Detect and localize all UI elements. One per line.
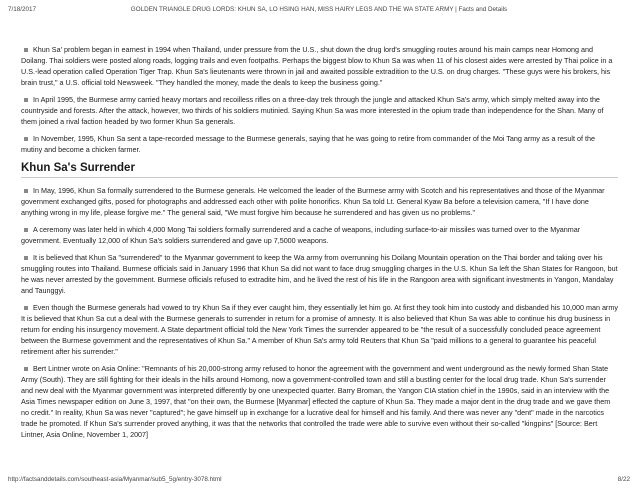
print-date: 7/18/2017 <box>8 6 37 13</box>
paragraph-text: In April 1995, the Burmese army carried heavy mortars and recoilless rifles on a three-day trek through the jungle and attacked Khun Sa's army, which simply melted away into the countryside and forests. After the attack, however, two thirds of his soldiers mutinied. Saying Khun Sa was more interested in the opium trade than independence for the Shan. Many of them joined a rival faction headed by two former Khun Sa generals. <box>21 95 604 126</box>
paragraph <box>21 363 618 440</box>
paragraph-text: A ceremony was later held in which 4,000 Mong Tai soldiers formally surrendered and a cache of weapons, including surface-to-air missiles was turned over to the Myanmar government. Eventually 12,000 of Khun Sa's soldiers surrendered and gave up 7,5000 weapons. <box>21 225 581 245</box>
paragraph <box>21 44 618 88</box>
page-title: GOLDEN TRIANGLE DRUG LORDS: KHUN SA, LO HSING HAN, MISS HAIRY LEGS AND THE WA STATE ARMY | Facts and Details <box>130 6 508 13</box>
page-header <box>8 6 630 16</box>
bullet-icon <box>24 98 28 102</box>
paragraph-text: Even though the Burmese generals had vowed to try Khun Sa if they ever caught him, they essentially let him go. At first they took him into custody and disbanded his 10,000 man army It is believed that Khun Sa cut a deal with the Burmese generals to surrender in return for a promise of amnesty. It is also believed that Khun Sa was able to continue his drug business in return for ending his insurgency movement. A State department official told the New York Times the surrender appeared to be "the result of a successfully concluded peace agreement between the Burmese government and the representatives of Khun Sa." A member of Khun Sa's army told Reuters that Khun Sa "paid millions to a general to guarantee his peaceful retirement after his surrender." <box>21 303 618 356</box>
bullet-icon <box>24 228 28 232</box>
paragraph-text: Bert Lintner wrote on Asia Online: "Remnants of his 20,000-strong army refused to honor the agreement with the government and went underground as the newly formed Shan State Army (South). They are still fighting for their ideals in the hills around Homong, now a government-controlled town and still a bustling center for the local drug trade. Khun Sa's surrender and new deal with the Myanmar government was interpreted differently by one unexpected quarter. Barry Broman, the Yangon CIA station chief in the 1990s, said in an interview with the Asia Times newspaper edition on June 3, 1997, that "on their own, the Burmese [Myanmar] effected the capture of Khun Sa. They made a major dent in the drug trade and we gave them no credit." In reality, Khun Sa was never "captured"; he gave himself up in exchange for a lucrative deal for himself and his family. And there was never any "dent" made in the narcotics trade he promoted. If Khun Sa's surrender proved anything, it was that the networks that controlled the trade were able to survive even without their so-called "kingpins" [Source: Bert Lintner, Asia Online, November 1, 2007] <box>21 364 611 439</box>
bullet-icon <box>24 48 28 52</box>
bullet-icon <box>24 367 28 371</box>
paragraph-text: It is believed that Khun Sa "surrendered" to the Myanmar government to keep the Wa army from overrunning his Doilang Mountain operation on the Thai border and taking over his smuggling routes into Thailand. Burmese officials said in January 1996 that Khun Sa did not want to face drug smuggling charges in the U.S. Khun Sa left the Shan States for Rangoon, but he was never arrested by the government. Burmese officials refused to extradite him, and he lived the rest of his life in the Rangoon area with significant investments in Yangon, Mandalay and Taunggyi. <box>21 253 618 295</box>
paragraph <box>21 302 618 357</box>
paragraph <box>21 252 618 296</box>
paragraph <box>21 94 618 127</box>
article-body <box>21 44 618 446</box>
bullet-icon <box>24 306 28 310</box>
page-number: 8/22 <box>617 476 630 483</box>
bullet-icon <box>24 189 28 193</box>
paragraph <box>21 224 618 246</box>
page-footer <box>8 476 630 486</box>
paragraph-text: In May, 1996, Khun Sa formally surrendered to the Burmese generals. He welcomed the leader of the Burmese army with Scotch and his representatives and those of the Myanmar government exchanged gifts, posed for photographs and addressed each other with polite honorifics. Khun Sa told Lt. General Kyaw Ba before a television camera, "If I have done anything wrong in my life, please forgive me." The general said, "We must forgive him because he surrendered and has given us no problems." <box>21 186 605 217</box>
paragraph-text: In November, 1995, Khun Sa sent a tape-recorded message to the Burmese generals, saying that he was going to retire from commander of the Moi Tang army as a result of the mutiny and become a chicken farmer. <box>21 134 595 154</box>
paragraph <box>21 133 618 155</box>
bullet-icon <box>24 256 28 260</box>
page-url[interactable]: http://factsanddetails.com/southeast-asia/Myanmar/sub5_5g/entry-3078.html <box>8 476 222 483</box>
paragraph <box>21 185 618 218</box>
bullet-icon <box>24 137 28 141</box>
section-heading: Khun Sa's Surrender <box>21 161 618 178</box>
paragraph-text: Khun Sa' problem began in earnest in 1994 when Thailand, under pressure from the U.S., shut down the drug lord's smuggling routes around his main camps near Homong and Doilang. Thai soldiers were posted along roads, logging trails and even footpaths. Perhaps the biggest blow to Khun Sa was when 11 of his closest aides were arrested by Thai police in a U.S.-lead operation called Operation Tiger Trap. Khun Sa's lieutenants were thrown in jail and awaited possible extradition to the U.S. on drug charges. "These guys were his brokers, his brain trust," a U.S. official told Newsweek. "They handled the money, made the deals to keep the business going." <box>21 45 613 87</box>
